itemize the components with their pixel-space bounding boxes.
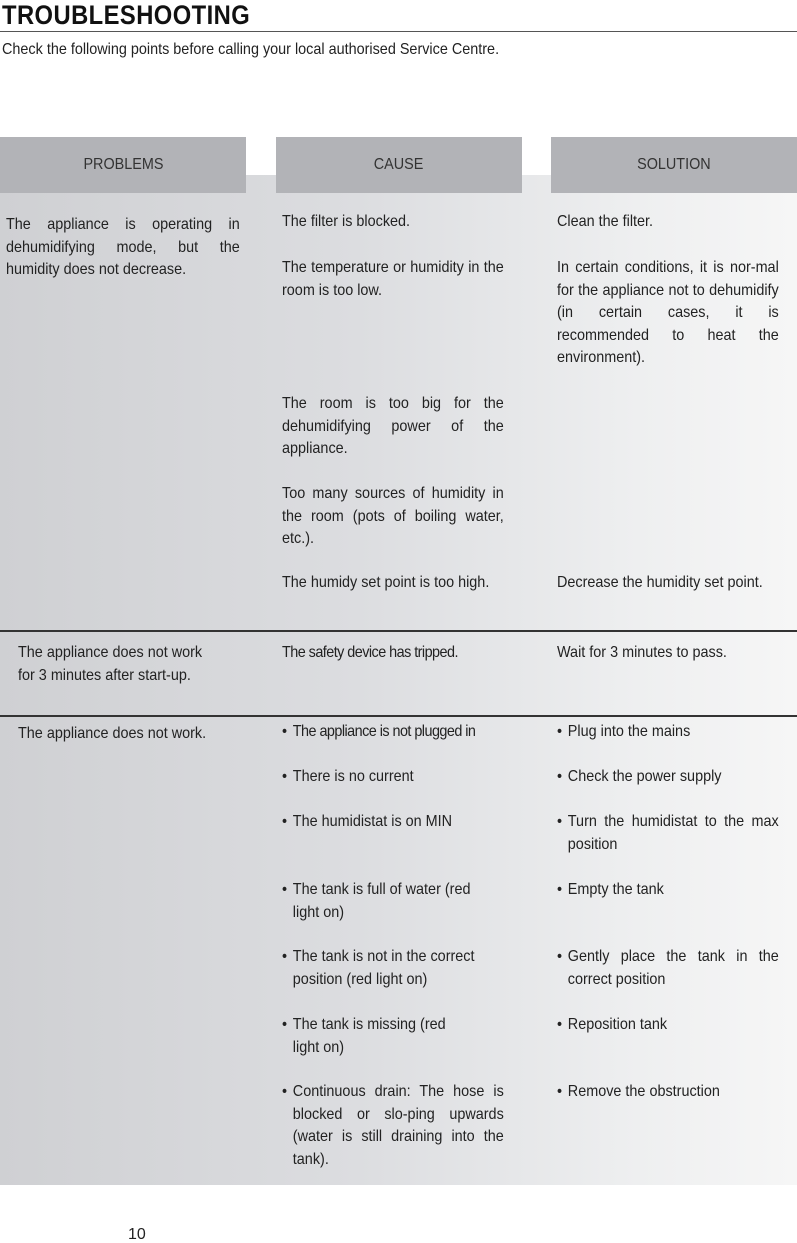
cause-cell: The temperature or humidity in the room is too low. — [282, 259, 504, 299]
column-header-problems: PROBLEMS — [0, 137, 246, 193]
intro-text: Check the following points before calling your local authorised Service Centre. — [2, 41, 500, 58]
solution-cell: • Plug into the mains — [557, 721, 779, 744]
cause-cell: The humidy set point is too high. — [282, 574, 490, 591]
solution-cell: • Empty the tank — [557, 879, 779, 902]
cause-cell: Too many sources of humidity in the room (pots of boiling water, etc.). — [282, 485, 504, 547]
cause-cell: • The tank is full of water (red light on) — [282, 879, 482, 924]
solution-cell: Decrease the humidity set point. — [557, 574, 763, 591]
row-divider — [0, 630, 797, 632]
cause-cell: • The humidistat is on MIN — [282, 811, 504, 834]
cause-cell: • Continuous drain: The hose is blocked or slo-ping upwards (water is still draining into the tank). — [282, 1081, 504, 1171]
cause-cell: • There is no current — [282, 766, 504, 789]
solution-cell: • Turn the humidistat to the max position — [557, 811, 779, 856]
solution-cell: • Check the power supply — [557, 766, 779, 789]
solution-cell: • Reposition tank — [557, 1014, 779, 1037]
cause-cell: • The appliance is not plugged in — [282, 721, 504, 744]
solution-cell: In certain conditions, it is nor-mal for the appliance not to dehumidify (in certain cases, it is recommended to heat the environment). — [557, 259, 779, 366]
problem-cell: The appliance is operating in dehumidifying mode, but the humidity does not decrease. — [6, 216, 240, 278]
column-header-solution: SOLUTION — [551, 137, 797, 193]
page-number: 10 — [128, 1226, 146, 1243]
cause-cell: The filter is blocked. — [282, 213, 411, 230]
cause-cell: • The tank is not in the correct position (red light on) — [282, 946, 504, 991]
cause-cell: • The tank is missing (red light on) — [282, 1014, 462, 1059]
column-header-cause: CAUSE — [276, 137, 522, 193]
cause-cell: The safety device has tripped. — [282, 644, 458, 661]
solution-cell: Clean the filter. — [557, 213, 654, 230]
problem-cell: The appliance does not work for 3 minutes after start-up. — [18, 644, 203, 684]
page-title: TROUBLESHOOTING — [2, 0, 251, 30]
solution-cell: Wait for 3 minutes to pass. — [557, 644, 727, 661]
solution-cell: • Gently place the tank in the correct position — [557, 946, 779, 991]
title-divider — [0, 31, 797, 32]
problem-cell: The appliance does not work. — [18, 725, 207, 742]
solution-cell: • Remove the obstruction — [557, 1081, 779, 1104]
row-divider — [0, 715, 797, 717]
cause-cell: The room is too big for the dehumidifying power of the appliance. — [282, 395, 504, 457]
